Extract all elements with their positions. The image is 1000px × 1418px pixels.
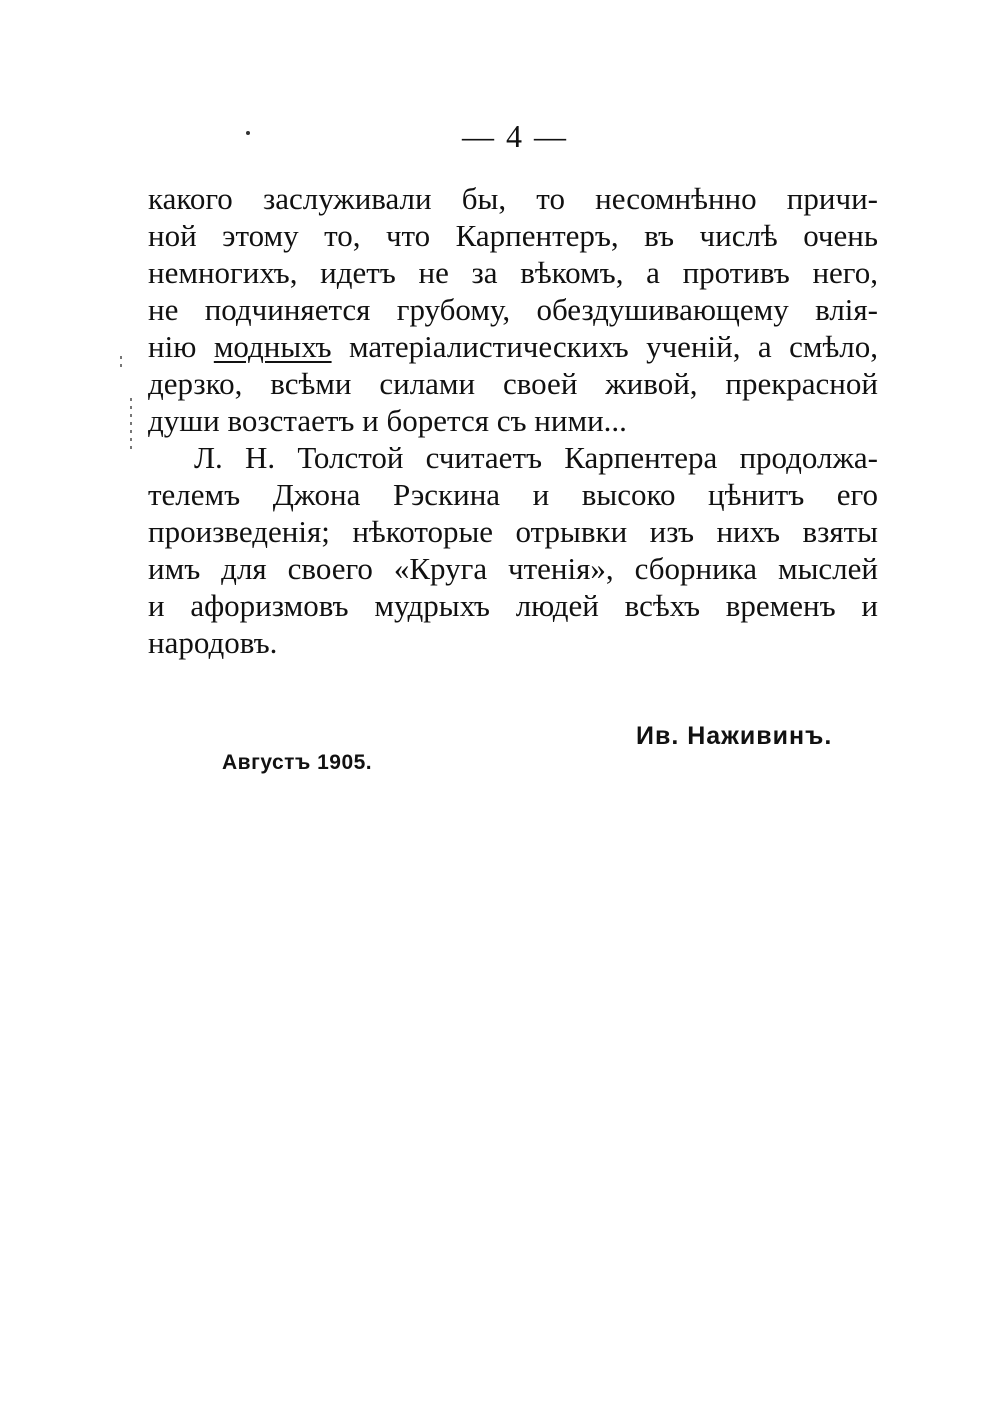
print-speck — [246, 131, 250, 135]
text-line: народовъ. — [148, 625, 278, 660]
text-line: ной этому то, что Карпентеръ, въ числѣ очень — [148, 218, 878, 253]
page-number: — 4 — — [462, 118, 568, 154]
text-segment: матеріалистическихъ ученій, а смѣло, — [349, 329, 879, 364]
text-line: произведенія; нѣкоторые отрывки изъ нихъ взяты — [148, 514, 878, 549]
text-line: какого заслуживали бы, то несомнѣнно причи- — [148, 181, 878, 216]
text-line — [148, 328, 878, 365]
text-line: телемъ Джона Рэскина и высоко цѣнитъ его — [148, 477, 878, 512]
text-line: Л. Н. Толстой считаетъ Карпентера продолжа- — [194, 440, 878, 475]
body-text — [148, 180, 878, 661]
margin-mark — [130, 398, 132, 454]
text-line: немногихъ, идетъ не за вѣкомъ, а противъ него, — [148, 255, 878, 290]
text-line: имъ для своего «Круга чтенія», сборника мыслей — [148, 551, 878, 586]
text-line: и афоризмовъ мудрыхъ людей всѣхъ временъ и — [148, 588, 878, 623]
text-line: дерзко, всѣми силами своей живой, прекрасной — [148, 366, 878, 401]
text-line: не подчиняется грубому, обездушивающему влія- — [148, 292, 878, 327]
text-segment: нію — [148, 329, 197, 364]
underlined-word: модныхъ — [213, 329, 332, 364]
date-line: Августъ 1905. — [222, 751, 373, 774]
margin-mark — [120, 356, 122, 370]
text-line: души возстаетъ и борется съ ними... — [148, 403, 627, 438]
author-signature: Ив. Наживинъ. — [636, 722, 833, 750]
